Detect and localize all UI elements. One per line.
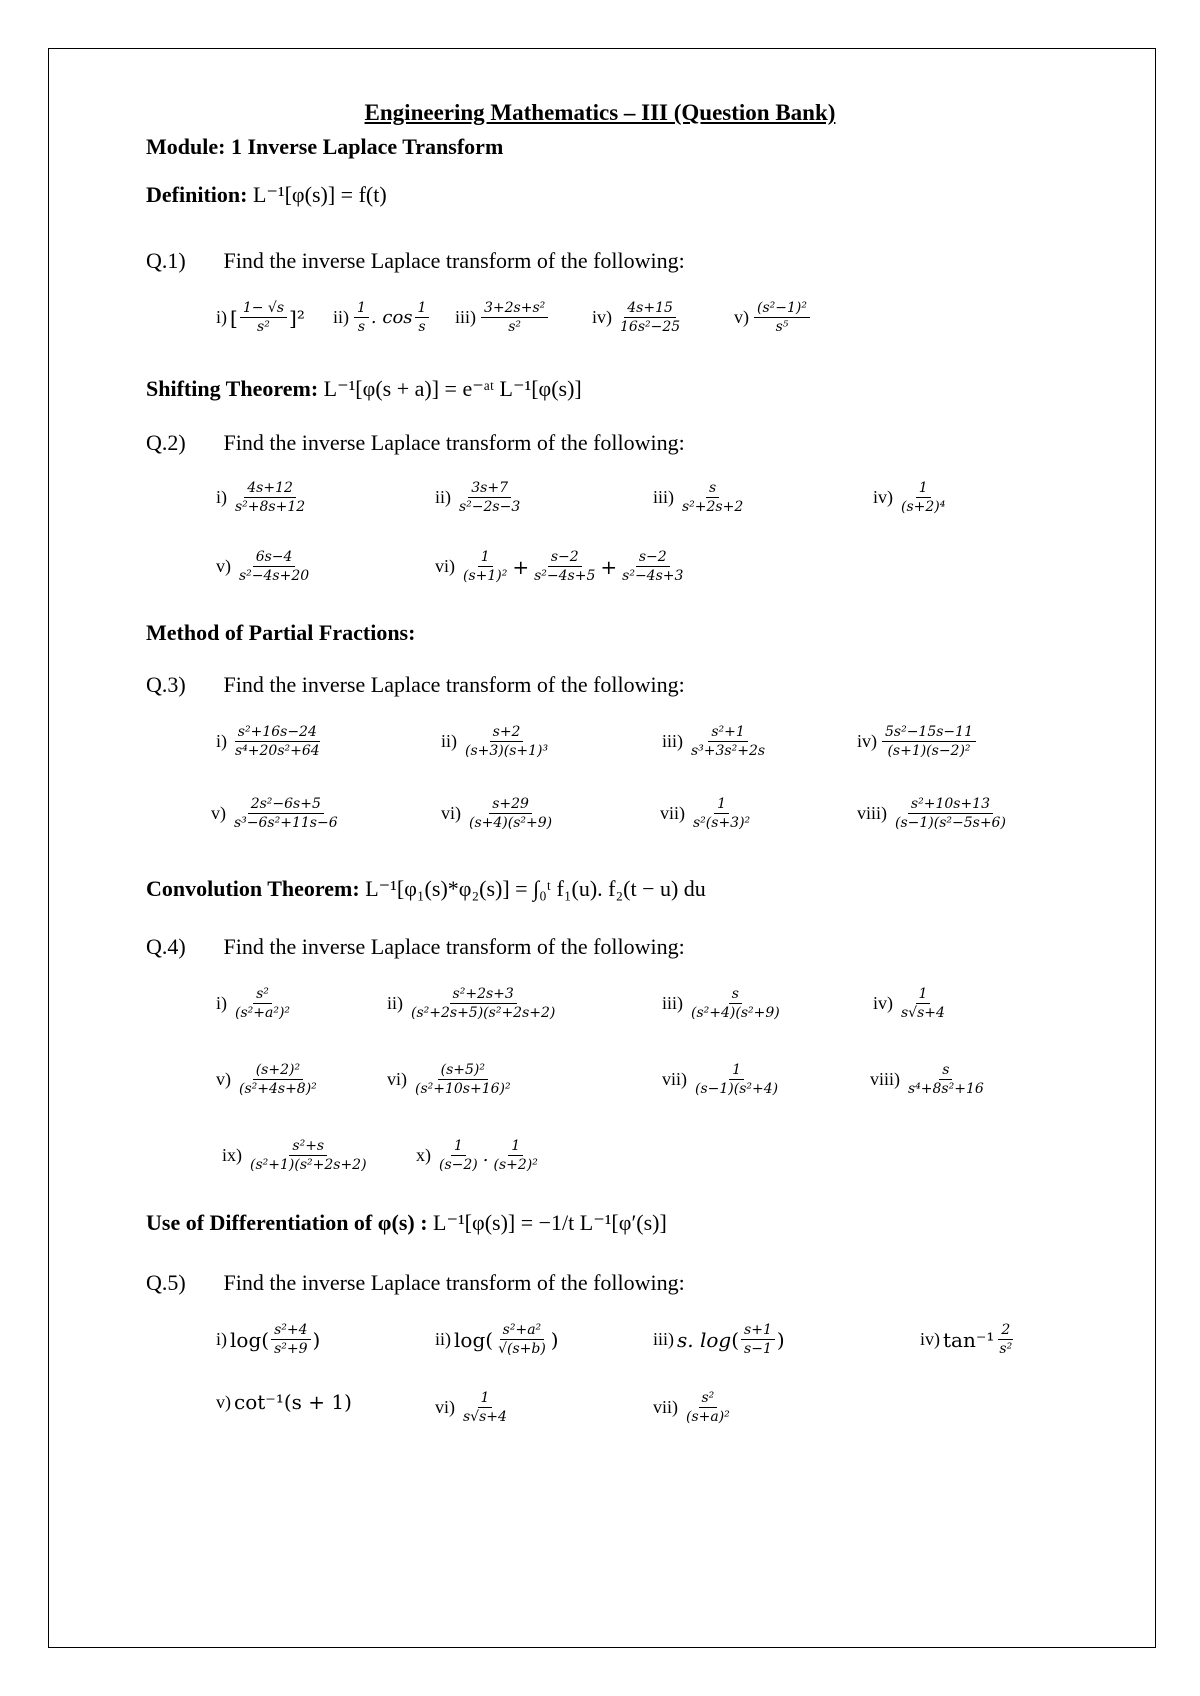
fraction [531,549,598,584]
question-3 [146,672,685,698]
question-4 [146,934,685,960]
q3-item-5 [211,796,343,831]
denominator: s²(s+3)² [693,815,751,832]
page-title: Engineering Mathematics – III (Question Bank) [364,100,836,125]
q4-item-1 [216,986,295,1021]
q5-item-5 [216,1390,352,1414]
question-number: Q.2) [146,430,186,455]
numerator: 1 [478,1390,493,1408]
fraction [741,1322,775,1357]
denominator: s²+9 [274,1341,308,1358]
numerator: 2s²−6s+5 [248,796,324,814]
denominator: (s+4)(s²+9) [469,815,553,832]
fraction [688,986,783,1021]
fraction [619,549,686,584]
q1-item-1 [216,300,305,335]
fraction [898,480,948,515]
denominator: s−1 [744,1341,772,1358]
fraction [232,724,323,759]
q3-item-7 [660,796,755,831]
item-label: vi) [387,1069,407,1090]
fraction [905,1062,987,1097]
module-heading: Module: 1 Inverse Laplace Transform [146,134,504,159]
item-label: x) [416,1145,431,1166]
item-label: ii) [333,307,349,328]
item-label: vi) [435,1397,455,1418]
numerator: 1 [478,549,493,567]
fraction [462,724,551,759]
question-number: Q.5) [146,1270,186,1295]
denominator: s³−6s²+11s−6 [234,815,338,832]
cos-operator: . cos [370,307,413,329]
item-label: vi) [435,556,455,577]
fraction [882,724,976,759]
q4-item-8 [870,1062,989,1097]
item-label: v) [216,556,231,577]
numerator: s²+a² [500,1322,545,1340]
s-log-operator: s. log [677,1327,732,1352]
numerator: s²+s [289,1138,327,1156]
denominator: (s−1)(s²+4) [695,1081,779,1098]
item-label: vii) [653,1397,678,1418]
question-number: Q.4) [146,934,186,959]
fraction [354,300,369,335]
denominator: (s²+2s+5)(s²+2s+2) [411,1005,556,1022]
item-label: vi) [441,803,461,824]
denominator: (s−2) [439,1157,478,1174]
item-label: i) [216,307,227,328]
denominator: (s+3)(s+1)³ [465,743,549,760]
numerator: s−2 [636,549,670,567]
fraction [247,1138,370,1173]
fraction [754,300,810,335]
fraction [415,300,430,335]
q5-item-1 [216,1322,320,1357]
fraction [683,1390,733,1425]
convolution-formula: L⁻¹[φ₁(s)*φ₂(s)] = ∫₀ᵗ f₁(u). f₂(t − u) du [365,876,706,901]
denominator: s²−4s+3 [622,568,684,585]
question-2 [146,430,685,456]
question-1 [146,248,685,274]
item-label: iii) [653,1329,674,1350]
item-label: i) [216,731,227,752]
item-label: viii) [857,803,887,824]
q2-item-6 [435,549,688,584]
item-label: iv) [857,731,877,752]
item-label: iii) [455,307,476,328]
fraction [996,1322,1015,1357]
numerator: 1 [714,796,729,814]
convolution-heading [146,876,706,902]
q1-item-5 [734,300,812,335]
denominator: s²−4s+20 [239,568,310,585]
numerator: 4s+15 [624,300,676,318]
q2-item-2 [435,480,525,515]
denominator: (s+1)(s−2)² [887,743,971,760]
open-paren: ( [731,1327,740,1352]
numerator: 1 [508,1138,523,1156]
close-paren: ) [776,1327,785,1352]
q4-item-9 [222,1138,372,1173]
q4-item-2 [387,986,560,1021]
denominator: s [357,319,366,336]
item-label: v) [211,803,226,824]
q4-item-10 [416,1138,543,1173]
question-number: Q.1) [146,248,186,273]
denominator: s√s+4 [901,1005,945,1022]
numerator: s+1 [741,1322,775,1340]
denominator: s² [257,319,270,336]
q4-item-6 [387,1062,516,1097]
numerator: (s+5)² [438,1062,488,1080]
fraction [236,549,312,584]
item-label: iii) [662,993,683,1014]
denominator: s⁵ [775,319,789,336]
tan-inverse-operator: tan⁻¹ [943,1327,995,1352]
denominator: (s²+4)(s²+9) [691,1005,780,1022]
q3-item-8 [857,796,1011,831]
item-label: ii) [387,993,403,1014]
shifting-label: Shifting Theorem: [146,376,319,401]
denominator: s²+8s+12 [235,499,306,516]
fraction [271,1322,310,1357]
differentiation-formula: L⁻¹[φ(s)] = −1/t L⁻¹[φ′(s)] [433,1210,667,1235]
numerator: s² [253,986,272,1004]
definition-label: Definition: [146,182,248,207]
numerator: (s+2)² [253,1062,303,1080]
numerator: s²+4 [271,1322,310,1340]
item-label: iv) [873,487,893,508]
item-label: i) [216,487,227,508]
numerator: 1− √s [240,300,287,318]
item-label: ii) [441,731,457,752]
denominator: (s²+10s+16)² [415,1081,511,1098]
numerator: 1 [451,1138,466,1156]
denominator: s [418,319,426,336]
numerator: 6s−4 [253,549,296,567]
fraction [412,1062,514,1097]
numerator: 3+2s+s² [481,300,548,318]
denominator: s²−4s+5 [534,568,596,585]
denominator: √(s+b) [498,1341,546,1358]
q5-item-2 [435,1322,559,1357]
numerator: s [729,986,742,1004]
q1-item-3 [455,300,550,335]
denominator: (s²+1)(s²+2s+2) [250,1157,367,1174]
denominator: s² [508,319,522,336]
item-label: iv) [873,993,893,1014]
fraction [436,1138,481,1173]
q4-item-7 [662,1062,783,1097]
item-label: i) [216,1329,227,1350]
denominator: (s+2)⁴ [901,499,946,516]
q3-item-3 [662,724,770,759]
fraction [690,796,753,831]
fraction [466,796,555,831]
question-text: Find the inverse Laplace transform of the following: [223,672,685,697]
numerator: s+2 [490,724,524,742]
question-number: Q.3) [146,672,186,697]
fraction [679,480,746,515]
q4-item-4 [873,986,950,1021]
numerator: 1 [415,300,430,318]
q2-item-3 [653,480,748,515]
fraction [231,796,341,831]
q4-item-5 [216,1062,322,1097]
numerator: s²+2s+3 [450,986,517,1004]
numerator: s−2 [548,549,582,567]
numerator: 3s+7 [468,480,511,498]
numerator: s²+16s−24 [235,724,320,742]
definition-formula: L⁻¹[φ(s)] = f(t) [252,182,387,207]
shifting-heading [146,376,582,402]
denominator: s√s+4 [463,1409,507,1426]
fraction [408,986,558,1021]
partial-fractions-heading: Method of Partial Fractions: [146,620,416,645]
convolution-label: Convolution Theorem: [146,876,360,901]
numerator: 1 [354,300,369,318]
log-operator: log [454,1327,486,1352]
q1-item-4 [592,300,685,335]
numerator: 2 [998,1322,1013,1340]
numerator: 1 [729,1062,744,1080]
q3-item-6 [441,796,557,831]
plus-sign: + [512,554,530,579]
fraction [481,300,548,335]
item-label: ix) [222,1145,242,1166]
q4-item-3 [662,986,785,1021]
product-dot: . [482,1145,489,1167]
open-paren: ( [261,1327,270,1352]
differentiation-label: Use of Differentiation of φ(s) : [146,1210,428,1235]
numerator: (s²−1)² [754,300,810,318]
fraction [232,480,308,515]
shifting-formula: L⁻¹[φ(s + a)] = e⁻ᵃᵗ L⁻¹[φ(s)] [323,376,582,401]
numerator: s [939,1062,952,1080]
numerator: s² [699,1390,718,1408]
close-paren: ) [312,1327,321,1352]
definition-heading [146,182,387,208]
q3-item-4 [857,724,978,759]
open-paren: ( [485,1327,494,1352]
item-label: vii) [662,1069,687,1090]
q5-item-3 [653,1322,785,1357]
numerator: 5s²−15s−11 [882,724,976,742]
denominator: s² [999,1341,1013,1358]
fraction [490,1138,540,1173]
numerator: 4s+12 [244,480,296,498]
fraction [617,300,683,335]
fraction [892,796,1009,831]
denominator: (s²+a²)² [235,1005,291,1022]
item-label: v) [734,307,749,328]
denominator: s⁴+8s²+16 [908,1081,984,1098]
fraction [898,986,948,1021]
fraction [688,724,768,759]
item-label: i) [216,993,227,1014]
numerator: s [706,480,719,498]
log-operator: log [230,1327,262,1352]
denominator: 16s²−25 [620,319,681,336]
plus-sign: + [600,554,618,579]
q2-item-1 [216,480,310,515]
denominator: s³+3s²+2s [691,743,766,760]
numerator: s²+1 [708,724,747,742]
denominator: (s+1)² [463,568,508,585]
item-label: v) [216,1391,231,1412]
item-label: iii) [662,731,683,752]
q3-item-2 [441,724,553,759]
denominator: (s+a)² [686,1409,730,1426]
denominator: s²−2s−3 [459,499,521,516]
page-border [48,48,1156,1648]
denominator: (s+2)² [493,1157,538,1174]
numerator: s+29 [489,796,532,814]
denominator: s²+2s+2 [682,499,744,516]
fraction [460,1390,510,1425]
q3-item-1 [216,724,325,759]
open-bracket: [ [230,305,238,330]
close-bracket-power: ]² [289,305,305,330]
denominator: (s−1)(s²−5s+6) [895,815,1006,832]
q2-item-4 [873,480,950,515]
q5-item-6 [435,1390,512,1425]
q2-item-5 [216,549,314,584]
denominator: (s²+4s+8)² [239,1081,317,1098]
question-text: Find the inverse Laplace transform of the following: [223,1270,685,1295]
numerator: 1 [916,986,931,1004]
numerator: 1 [916,480,931,498]
fraction [692,1062,781,1097]
fraction [456,480,523,515]
cot-inverse-expression: cot⁻¹(s + 1) [234,1390,352,1414]
q1-item-2 [333,300,431,335]
question-5 [146,1270,685,1296]
fraction [240,300,287,335]
item-label: v) [216,1069,231,1090]
q5-item-7 [653,1390,735,1425]
item-label: iv) [920,1329,940,1350]
fraction [495,1322,549,1357]
question-text: Find the inverse Laplace transform of the following: [223,248,685,273]
question-text: Find the inverse Laplace transform of the following: [223,934,685,959]
item-label: iii) [653,487,674,508]
question-text: Find the inverse Laplace transform of the following: [223,430,685,455]
fraction [232,986,293,1021]
close-paren: ) [550,1327,559,1352]
item-label: ii) [435,1329,451,1350]
item-label: vii) [660,803,685,824]
item-label: iv) [592,307,612,328]
numerator: s²+10s+13 [908,796,993,814]
item-label: viii) [870,1069,900,1090]
fraction [236,1062,320,1097]
q5-item-4 [920,1322,1017,1357]
differentiation-heading [146,1210,667,1236]
denominator: s⁴+20s²+64 [235,743,320,760]
fraction [460,549,510,584]
item-label: ii) [435,487,451,508]
